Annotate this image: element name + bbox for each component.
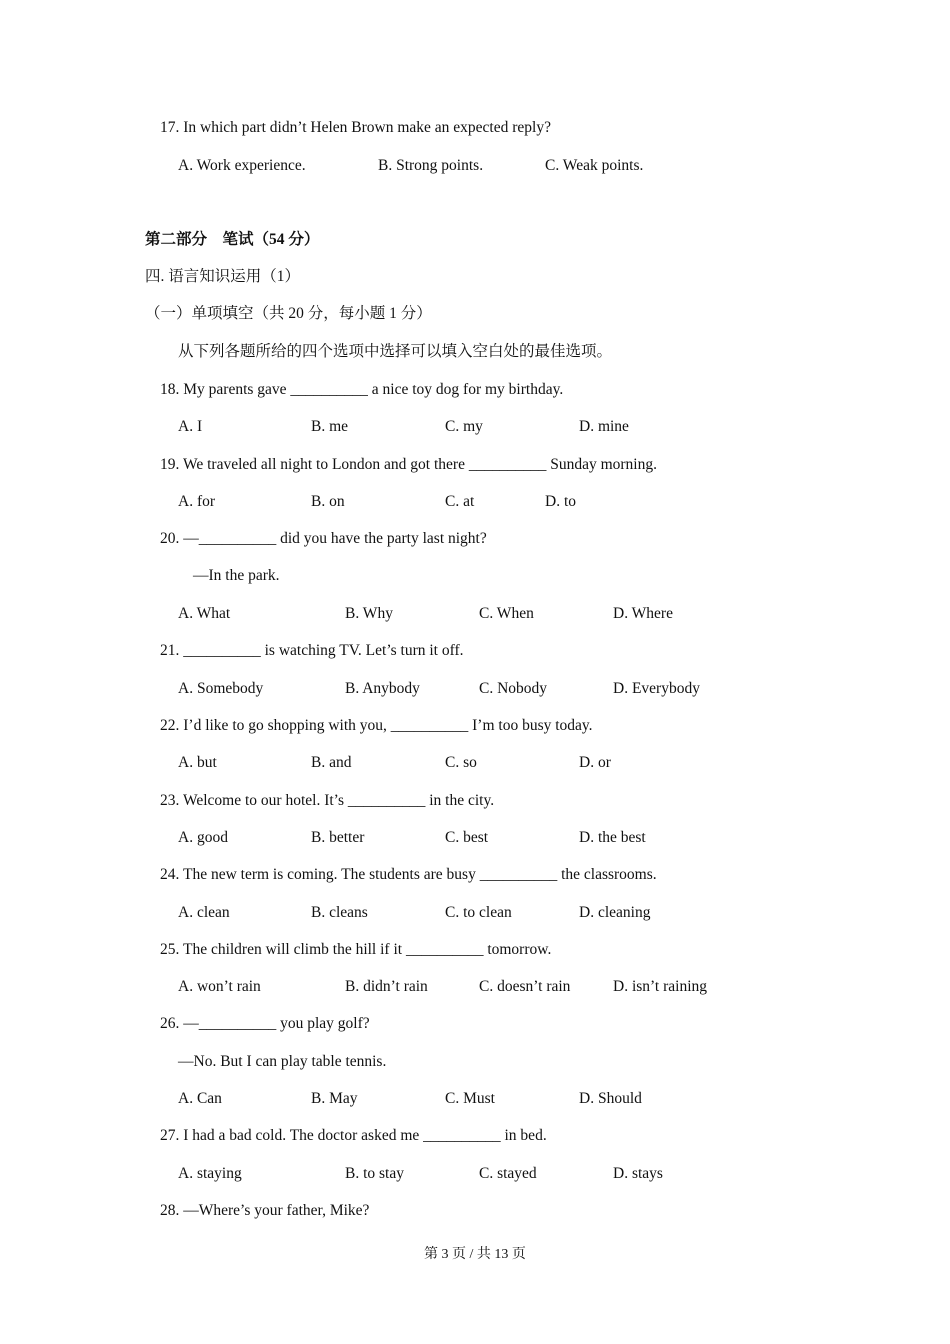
question-18-option-a: A. I [178, 418, 203, 435]
question-21-option-d: D. Everybody [613, 680, 700, 697]
question-25-option-c: C. doesn’t rain [479, 978, 571, 995]
question-20-stem: 20. —__________ did you have the party last night? [160, 530, 487, 547]
question-24-option-c: C. to clean [445, 904, 512, 921]
question-24-option-d: D. cleaning [579, 904, 651, 921]
question-24-option-a: A. clean [178, 904, 230, 921]
question-25-option-b: B. didn’t rain [345, 978, 428, 995]
question-27-stem: 27. I had a bad cold. The doctor asked me __________ in bed. [160, 1127, 547, 1144]
question-26-option-a: A. Can [178, 1090, 222, 1107]
question-18-stem: 18. My parents gave __________ a nice toy dog for my birthday. [160, 381, 564, 398]
question-22-option-d: D. or [579, 754, 611, 771]
question-26-option-d: D. Should [579, 1090, 642, 1107]
question-23-stem: 23. Welcome to our hotel. It’s __________ in the city. [160, 792, 495, 809]
question-23-option-c: C. best [445, 829, 489, 846]
question-25-stem: 25. The children will climb the hill if it __________ tomorrow. [160, 941, 552, 958]
question-25-option-a: A. won’t rain [178, 978, 261, 995]
question-20-reply: —In the park. [193, 567, 280, 584]
question-19-stem: 19. We traveled all night to London and got there __________ Sunday morning. [160, 456, 657, 473]
question-25-option-d: D. isn’t raining [613, 978, 707, 995]
question-26-stem: 26. —__________ you play golf? [160, 1015, 370, 1032]
question-22-option-b: B. and [311, 754, 352, 771]
group-title: （一）单项填空（共 20 分，每小题 1 分） [145, 305, 432, 322]
question-23-option-d: D. the best [579, 829, 646, 846]
question-28-stem: 28. —Where’s your father, Mike? [160, 1202, 370, 1219]
question-20-option-a: A. What [178, 605, 231, 622]
question-27-option-a: A. staying [178, 1165, 242, 1182]
question-21-option-b: B. Anybody [345, 680, 420, 697]
part-title: 第二部分 笔试（54 分） [145, 231, 320, 248]
question-17-option-b: B. Strong points. [378, 157, 484, 174]
question-27-option-c: C. stayed [479, 1165, 537, 1182]
question-23-option-b: B. better [311, 829, 365, 846]
question-19-option-d: D. to [545, 493, 576, 510]
question-26-reply: —No. But I can play table tennis. [178, 1053, 387, 1070]
page-number-footer: 第 3 页 / 共 13 页 [424, 1247, 526, 1262]
question-26-option-b: B. May [311, 1090, 358, 1107]
question-18-option-b: B. me [311, 418, 349, 435]
question-24-option-b: B. cleans [311, 904, 368, 921]
question-27-option-d: D. stays [613, 1165, 663, 1182]
question-26-option-c: C. Must [445, 1090, 495, 1107]
question-22-stem: 22. I’d like to go shopping with you, __________ I’m too busy today. [160, 717, 593, 734]
question-17-stem: 17. In which part didn’t Helen Brown make an expected reply? [160, 119, 551, 136]
instruction: 从下列各题所给的四个选项中选择可以填入空白处的最佳选项。 [178, 343, 613, 360]
question-20-option-d: D. Where [613, 605, 673, 622]
question-20-option-b: B. Why [345, 605, 393, 622]
question-23-option-a: A. good [178, 829, 228, 846]
question-18-option-c: C. my [445, 418, 483, 435]
question-19-option-a: A. for [178, 493, 216, 510]
question-22-option-a: A. but [178, 754, 217, 771]
question-27-option-b: B. to stay [345, 1165, 404, 1182]
question-19-option-b: B. on [311, 493, 345, 510]
question-24-stem: 24. The new term is coming. The students are busy __________ the classrooms. [160, 866, 657, 883]
question-17-option-a: A. Work experience. [178, 157, 306, 174]
question-19-option-c: C. at [445, 493, 475, 510]
question-17-option-c: C. Weak points. [545, 157, 644, 174]
question-22-option-c: C. so [445, 754, 477, 771]
sub-title: 四. 语言知识运用（1） [145, 268, 301, 285]
question-21-option-c: C. Nobody [479, 680, 548, 697]
question-21-option-a: A. Somebody [178, 680, 264, 697]
question-18-option-d: D. mine [579, 418, 629, 435]
question-20-option-c: C. When [479, 605, 534, 622]
question-21-stem: 21. __________ is watching TV. Let’s turn it off. [160, 642, 464, 659]
